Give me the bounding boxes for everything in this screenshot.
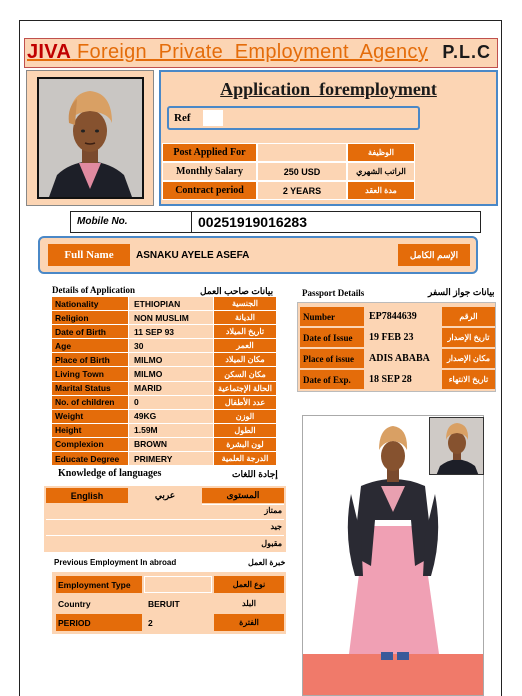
language-english: English — [46, 488, 128, 503]
passport-label: Number — [300, 307, 364, 326]
details-label: Educate Degree — [52, 452, 128, 465]
details-row — [52, 297, 276, 310]
passport-value: ADIS ABABA — [369, 353, 430, 364]
agency-title: Foreign Private Employment Agency — [71, 41, 428, 63]
details-title-ar: بيانات صاحب العمل — [200, 286, 274, 296]
agency-header — [24, 38, 498, 68]
details-label-ar: عدد الأطفال — [214, 396, 276, 409]
languages-title-ar: إجادة اللغات — [232, 469, 278, 479]
details-label-ar: الدرجة العلمية — [214, 452, 276, 465]
job-label-post-ar: الوظيفة — [347, 143, 415, 162]
job-value-salary: 250 USD — [257, 162, 347, 181]
details-label: Age — [52, 339, 128, 352]
application-panel — [159, 70, 498, 206]
employment-country-label: Country — [58, 598, 91, 609]
details-value: MILMO — [129, 367, 213, 380]
mobile-divider — [191, 212, 192, 232]
agency-name — [27, 41, 428, 64]
employment-type-value — [144, 576, 212, 593]
details-row — [52, 311, 276, 324]
details-label-ar: تاريخ الميلاد — [214, 325, 276, 338]
level-excellent: ممتاز — [264, 506, 282, 515]
details-row — [52, 325, 276, 338]
lang-divider — [46, 535, 284, 536]
job-label-contract: Contract period — [162, 181, 257, 200]
details-row — [52, 396, 276, 409]
details-label: Complexion — [52, 438, 128, 451]
thumbnail-photo-image — [430, 418, 484, 475]
details-label-ar: الحالة الإجتماعية — [214, 382, 276, 395]
language-level-header: المستوى — [202, 488, 284, 503]
details-row — [52, 367, 276, 380]
ref-field[interactable] — [167, 106, 420, 130]
details-label-ar: الطول — [214, 424, 276, 437]
portrait-panel — [26, 70, 154, 206]
details-value: NON MUSLIM — [129, 311, 213, 324]
details-label-ar: لون البشرة — [214, 438, 276, 451]
employment-country-value: BERUIT — [148, 598, 180, 609]
passport-label-ar: مكان الإصدار — [442, 349, 495, 368]
employment-row — [56, 576, 284, 593]
details-label: Marital Status — [52, 382, 128, 395]
details-label: Living Town — [52, 367, 128, 380]
passport-row — [300, 349, 495, 368]
details-title: Details of Application — [52, 285, 136, 295]
details-row — [52, 452, 276, 465]
mobile-label: Mobile No. — [77, 216, 128, 227]
passport-value: EP7844639 — [369, 311, 417, 322]
portrait-photo-image — [39, 79, 142, 197]
passport-label-ar: الرقم — [442, 307, 495, 326]
level-good: جيد — [270, 522, 282, 531]
job-label-salary-ar: الراتب الشهري — [347, 162, 415, 181]
employment-title: Previous Employment In abroad — [54, 558, 177, 567]
passport-label: Place of issue — [300, 349, 364, 368]
level-acceptable: مقبول — [261, 539, 282, 548]
passport-row — [300, 370, 495, 389]
full-name-label: Full Name — [48, 244, 130, 266]
details-label: Height — [52, 424, 128, 437]
mobile-value: 00251919016283 — [198, 214, 308, 230]
details-value: MILMO — [129, 353, 213, 366]
passport-value: 18 SEP 28 — [369, 374, 412, 385]
details-label: No. of children — [52, 396, 128, 409]
passport-value: 19 FEB 23 — [369, 332, 414, 343]
languages-table — [44, 486, 286, 552]
details-label-ar: العمر — [214, 339, 276, 352]
details-label-ar: الديانة — [214, 311, 276, 324]
portrait-photo — [37, 77, 144, 199]
details-label: Place of Birth — [52, 353, 128, 366]
details-label: Nationality — [52, 297, 128, 310]
details-label-ar: مكان السكن — [214, 367, 276, 380]
employment-type-label-ar: نوع العمل — [214, 576, 284, 593]
details-value: 1.59M — [129, 424, 213, 437]
employment-period-value: 2 — [148, 617, 153, 628]
details-value: BROWN — [129, 438, 213, 451]
thumbnail-photo — [429, 417, 484, 475]
details-label-ar: مكان الميلاد — [214, 353, 276, 366]
details-label: Religion — [52, 311, 128, 324]
employment-country-label-ar: البلد — [242, 599, 256, 608]
full-name-label-ar: الإسم الكامل — [398, 244, 470, 266]
agency-suffix: P.L.C — [442, 42, 491, 62]
details-row — [52, 353, 276, 366]
job-label-contract-ar: مدة العقد — [347, 181, 415, 200]
passport-row — [300, 307, 495, 326]
details-value: 11 SEP 93 — [129, 325, 213, 338]
ref-value[interactable] — [203, 110, 223, 126]
employment-title-ar: خبرة العمل — [248, 558, 286, 567]
full-name-row — [38, 236, 478, 274]
ref-label: Ref — [174, 112, 191, 124]
details-value: 49KG — [129, 410, 213, 423]
passport-label: Date of Exp. — [300, 370, 364, 389]
agency-brand: JIVA — [27, 41, 72, 63]
employment-period-label: PERIOD — [56, 614, 142, 631]
employment-row — [56, 595, 284, 612]
details-label-ar: الوزن — [214, 410, 276, 423]
details-row — [52, 410, 276, 423]
details-value: 30 — [129, 339, 213, 352]
job-value-post — [257, 143, 347, 162]
details-row — [52, 339, 276, 352]
passport-label: Date of Issue — [300, 328, 364, 347]
job-label-post: Post Applied For — [162, 143, 257, 162]
passport-title-ar: بيانات جواز السفر — [428, 287, 495, 297]
details-value: PRIMERY — [129, 452, 213, 465]
languages-title: Knowledge of languages — [58, 468, 162, 479]
details-value: MARID — [129, 382, 213, 395]
employment-period-label-ar: الفترة — [214, 614, 284, 631]
passport-row — [300, 328, 495, 347]
application-title: Application foremployment — [220, 79, 437, 99]
lang-divider — [46, 519, 284, 520]
details-label: Date of Birth — [52, 325, 128, 338]
lang-divider — [202, 504, 284, 505]
mobile-row — [70, 211, 481, 233]
details-value: 0 — [129, 396, 213, 409]
details-row — [52, 438, 276, 451]
passport-table — [297, 302, 496, 392]
employment-row — [56, 614, 284, 631]
passport-title: Passport Details — [302, 288, 365, 298]
passport-label-ar: تاريخ الإصدار — [442, 328, 495, 347]
employment-table — [52, 572, 286, 634]
passport-label-ar: تاريخ الانتهاء — [442, 370, 495, 389]
details-label: Weight — [52, 410, 128, 423]
employment-type-label: Employment Type — [56, 576, 142, 593]
details-row — [52, 382, 276, 395]
job-value-contract: 2 YEARS — [257, 181, 347, 200]
details-row — [52, 424, 276, 437]
details-label-ar: الجنسية — [214, 297, 276, 310]
details-value: ETHIOPIAN — [129, 297, 213, 310]
job-label-salary: Monthly Salary — [162, 162, 257, 181]
full-name-value: ASNAKU AYELE ASEFA — [136, 249, 250, 261]
details-table — [52, 297, 276, 466]
language-arabic: عربي — [130, 488, 200, 503]
